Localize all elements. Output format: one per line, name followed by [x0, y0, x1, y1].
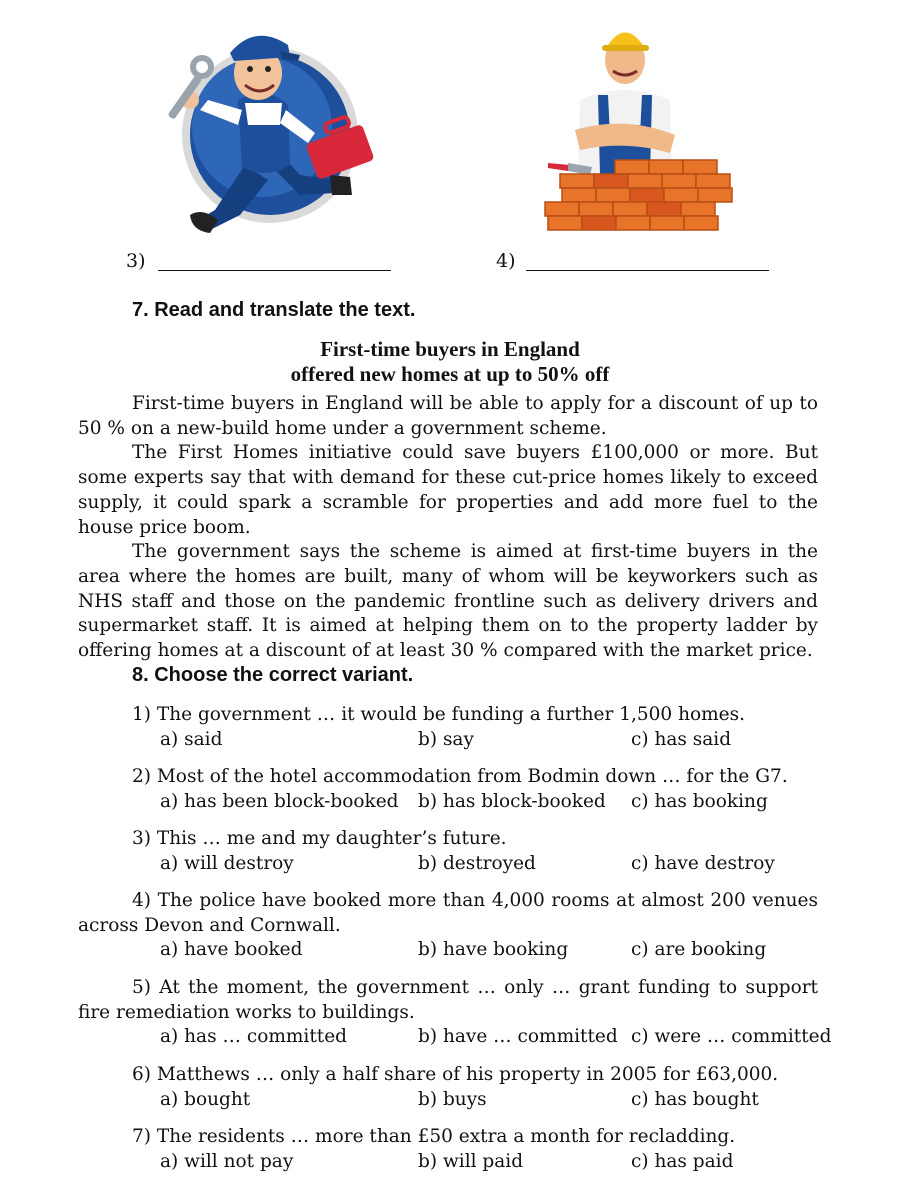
blank-number: 4)	[496, 250, 516, 272]
question-4	[78, 889, 818, 963]
question-5	[78, 976, 832, 1050]
option-c[interactable]: c) were … committed	[631, 1026, 832, 1048]
article-title-line: offered new homes at up to 50% off	[290, 362, 610, 386]
option-a[interactable]: a) will not pay	[160, 1150, 294, 1172]
question-stem: 3) This … me and my daughter’s future.	[132, 828, 507, 849]
bricklayer-illustration	[540, 15, 740, 240]
answer-blank-3	[126, 250, 396, 278]
question-2	[78, 765, 818, 815]
blank-number: 3)	[126, 250, 146, 272]
question-7	[78, 1125, 818, 1175]
article-paragraph: First-time buyers in England will be able to apply for a discount of up to 50 % on a new-build home under a government scheme.	[78, 393, 818, 439]
option-b[interactable]: b) buys	[418, 1088, 487, 1110]
option-a[interactable]: a) bought	[160, 1088, 251, 1110]
question-6	[78, 1063, 818, 1113]
exercise-8-heading: 8. Choose the correct variant.	[132, 664, 414, 686]
article-title-line: First-time buyers in England	[320, 337, 580, 361]
question-stem: 2) Most of the hotel accommodation from Bodmin down … for the G7.	[132, 766, 788, 787]
option-c[interactable]: c) has bought	[631, 1088, 759, 1110]
option-b[interactable]: b) will paid	[418, 1150, 524, 1172]
article-paragraph: The First Homes initiative could save buyers £100,000 or more. But some experts say that with demand for these cut-price homes likely to exceed supply, it could spark a scramble for properties and add more fuel to the house price boom.	[78, 442, 818, 538]
option-b[interactable]: b) have … committed	[418, 1026, 618, 1048]
article-text	[78, 392, 818, 664]
option-c[interactable]: c) has said	[631, 728, 732, 750]
question-1	[78, 703, 818, 753]
question-3	[78, 827, 818, 877]
option-a[interactable]: a) has been block-booked	[160, 790, 399, 812]
bricklayer-icon	[540, 15, 740, 240]
option-c[interactable]: c) has booking	[631, 790, 768, 812]
option-b[interactable]: b) destroyed	[418, 852, 536, 874]
question-stem: 7) The residents … more than £50 extra a month for recladding.	[132, 1126, 736, 1147]
question-stem: 6) Matthews … only a half share of his property in 2005 for £63,000.	[132, 1064, 779, 1085]
question-stem: 4) The police have booked more than 4,000 rooms at almost 200 venues across Devon and Cornwall.	[78, 890, 818, 936]
option-a[interactable]: a) has … committed	[160, 1026, 347, 1048]
option-a[interactable]: a) have booked	[160, 939, 303, 961]
plumber-icon	[150, 15, 390, 240]
option-b[interactable]: b) say	[418, 728, 474, 750]
blank-line[interactable]	[526, 270, 769, 271]
option-a[interactable]: a) said	[160, 728, 223, 750]
option-c[interactable]: c) are booking	[631, 939, 767, 961]
question-stem: 1) The government … it would be funding a further 1,500 homes.	[132, 704, 745, 725]
plumber-illustration	[150, 15, 390, 240]
exercise-7-heading: 7. Read and translate the text.	[132, 299, 416, 321]
option-b[interactable]: b) has block-booked	[418, 790, 606, 812]
article-paragraph: The government says the scheme is aimed at first-time buyers in the area where the homes are built, many of whom will be keyworkers such as NHS staff and those on the pandemic frontline such as delivery drivers and supermarket staff. It is aimed at helping them on to the property ladder by offering homes at a discount of at least 30 % compared with the market price.	[78, 541, 818, 662]
question-stem: 5) At the moment, the government … only … grant funding to support fire remediation works to buildings.	[78, 977, 818, 1023]
option-a[interactable]: a) will destroy	[160, 852, 294, 874]
answer-blank-4	[496, 250, 771, 278]
option-b[interactable]: b) have booking	[418, 939, 569, 961]
option-c[interactable]: c) have destroy	[631, 852, 775, 874]
option-c[interactable]: c) has paid	[631, 1150, 734, 1172]
blank-line[interactable]	[158, 270, 391, 271]
article-title	[0, 337, 900, 387]
